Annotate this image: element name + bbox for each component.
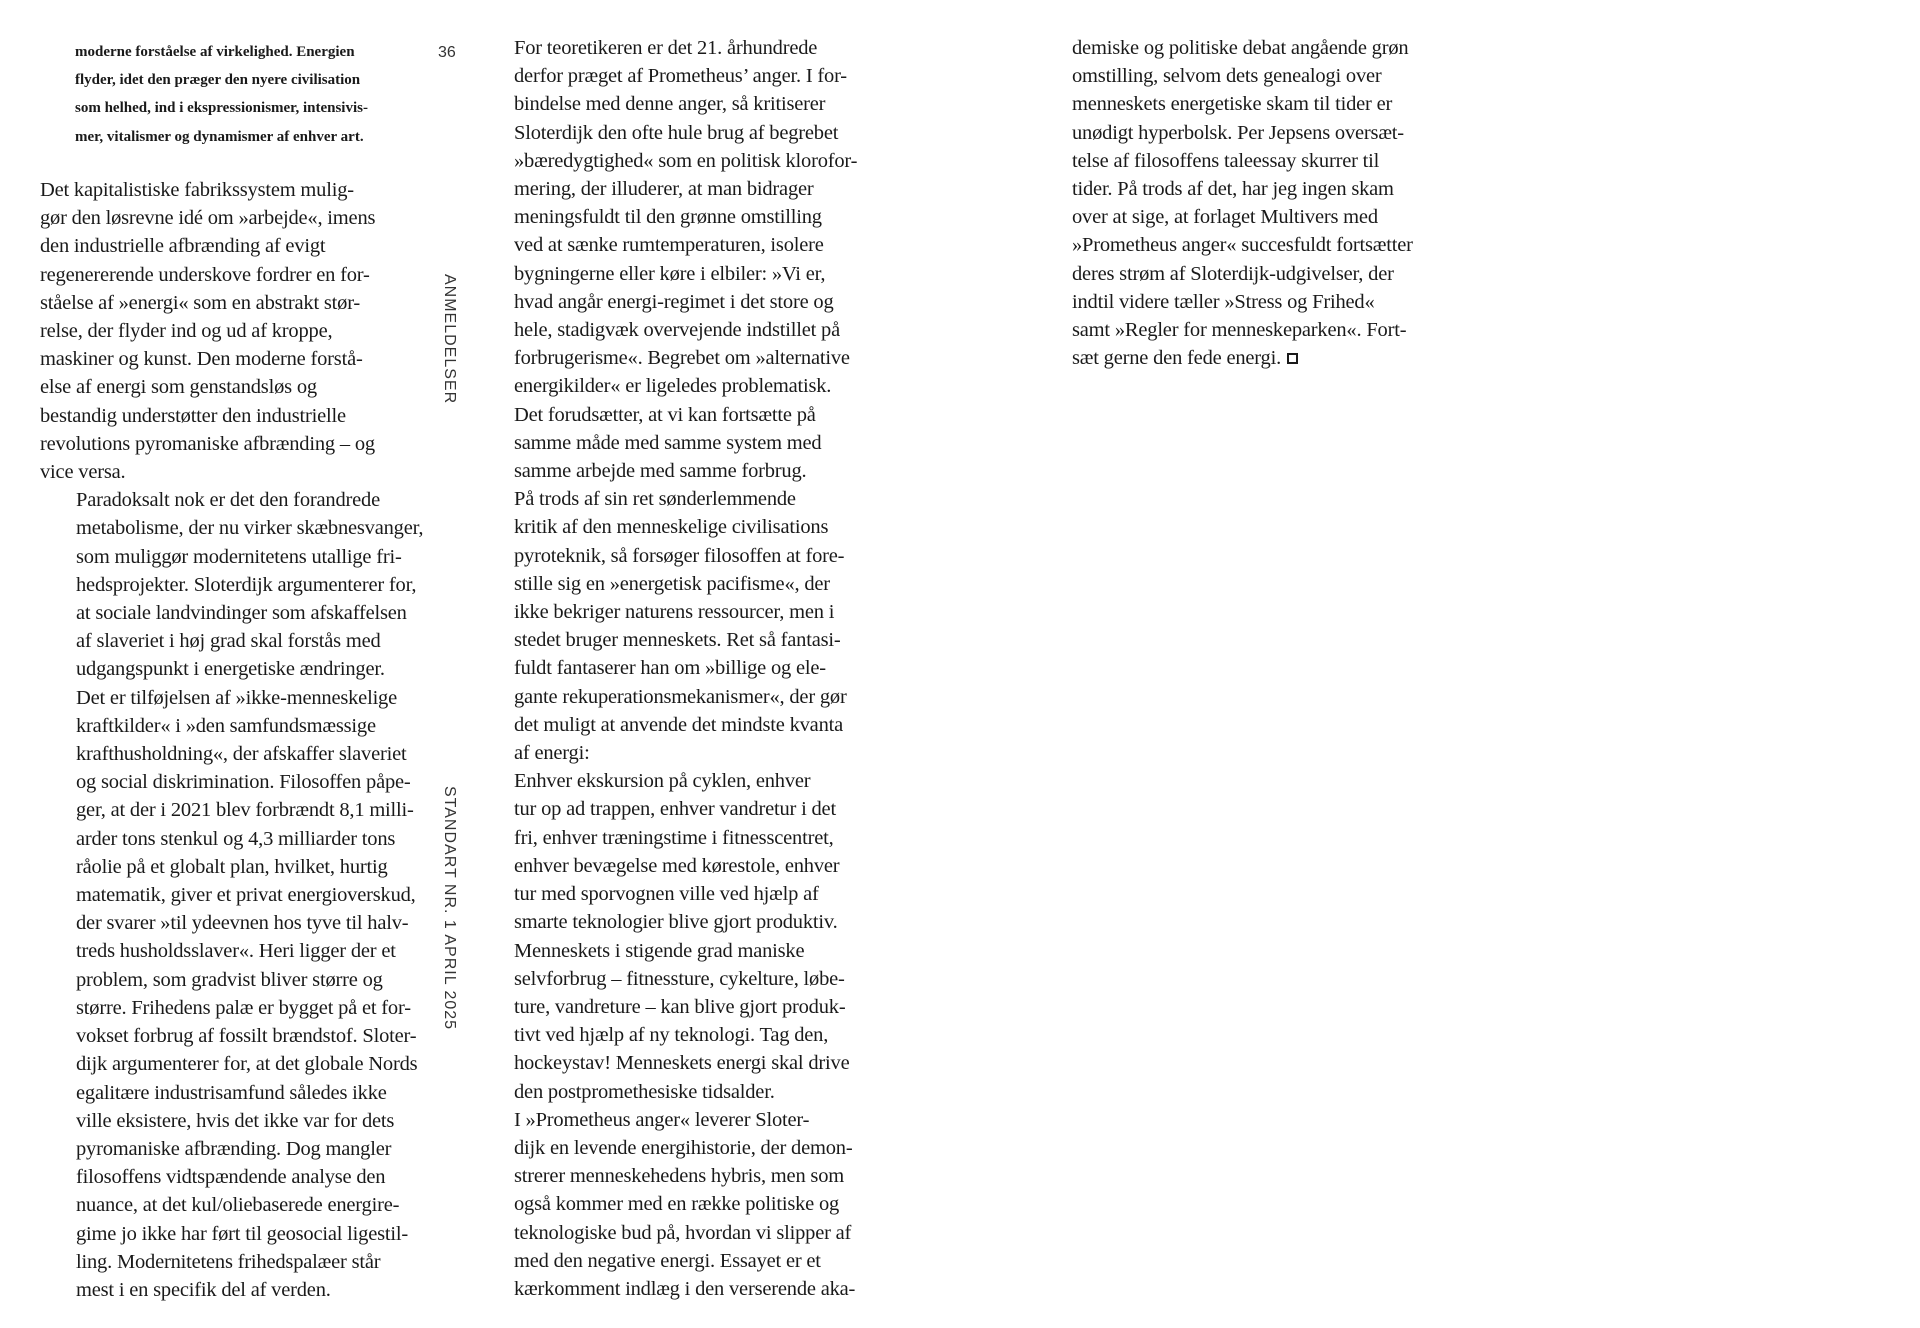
text-line: at sociale landvindinger som afskaffelsen bbox=[76, 602, 407, 625]
paragraph bbox=[478, 1106, 857, 1303]
text-line: bestandig understøtter den industrielle bbox=[40, 404, 346, 427]
text-line: treds husholdsslaver«. Heri ligger der et bbox=[76, 940, 396, 963]
left-column bbox=[40, 176, 423, 1304]
last-line bbox=[1072, 344, 1413, 372]
issue-label: STANDART NR. 1 APRIL 2025 bbox=[441, 786, 458, 1031]
text-line: pyroteknik, så forsøger filosoffen at fore- bbox=[514, 544, 845, 567]
quote-line: som helhed, ind i ekspressionismer, intensivis- bbox=[75, 100, 368, 117]
text-line: tider. På trods af det, har jeg ingen skam bbox=[1072, 178, 1394, 201]
text-line: der svarer »til ydeevnen hos tyve til halv- bbox=[76, 912, 409, 935]
text-line: omstilling, selvom dets genealogi over bbox=[1072, 65, 1382, 88]
text-line: mering, der illuderer, at man bidrager bbox=[514, 178, 814, 201]
text-line: hvad angår energi-regimet i det store og bbox=[514, 290, 834, 313]
text-line: samme måde med samme system med bbox=[514, 431, 822, 454]
right-column bbox=[1072, 34, 1413, 372]
text-line: relse, der flyder ind og ud af kroppe, bbox=[40, 320, 333, 343]
text-line: meningsfuldt til den grønne omstilling bbox=[514, 206, 822, 229]
text-line: I »Prometheus anger« leverer Sloter- bbox=[514, 1108, 810, 1131]
text-line: For teoretikeren er det 21. århundrede bbox=[514, 37, 818, 59]
text-line: ger, at der i 2021 blev forbrændt 8,1 milli- bbox=[76, 799, 414, 822]
text-line: tur med sporvognen ville ved hjælp af bbox=[514, 883, 819, 906]
text-line: Paradoksalt nok er det den forandrede bbox=[76, 489, 380, 512]
text-line: problem, som gradvist bliver større og bbox=[76, 968, 383, 991]
text-line: telse af filosoffens taleessay skurrer til bbox=[1072, 149, 1380, 172]
text-line: sæt gerne den fede energi. bbox=[1072, 347, 1282, 370]
text-line: arder tons stenkul og 4,3 milliarder tons bbox=[76, 827, 396, 850]
text-line: revolutions pyromaniske afbrænding – og bbox=[40, 432, 375, 455]
text-line: unødigt hyperbolsk. Per Jepsens oversæt- bbox=[1072, 121, 1404, 144]
text-line: stedet bruger menneskets. Ret så fantasi- bbox=[514, 629, 841, 652]
paragraph bbox=[478, 485, 857, 767]
text-line: gante rekuperationsmekanismer«, der gør bbox=[514, 685, 847, 708]
text-line: Sloterdijk den ofte hule brug af begrebet bbox=[514, 121, 839, 144]
text-line: ikke bekriger naturens ressourcer, men i bbox=[514, 601, 835, 624]
text-line: Menneskets i stigende grad maniske bbox=[514, 939, 805, 962]
text-line: Det forudsætter, at vi kan fortsætte på bbox=[514, 403, 816, 426]
paragraph bbox=[40, 176, 423, 486]
text-line: råolie på et globalt plan, hvilket, hurtig bbox=[76, 855, 388, 878]
text-line: gør den løsrevne idé om »arbejde«, imens bbox=[40, 207, 376, 230]
paragraph bbox=[478, 34, 857, 485]
text-line: På trods af sin ret sønderlemmende bbox=[514, 488, 796, 511]
paragraph bbox=[40, 486, 423, 1304]
text-line: else af energi som genstandsløs og bbox=[40, 376, 317, 399]
text-line: maskiner og kunst. Den moderne forstå- bbox=[40, 348, 363, 371]
text-line: mest i en specifik del af verden. bbox=[76, 1278, 331, 1301]
paragraph bbox=[1072, 34, 1413, 372]
text-line: selvforbrug – fitnessture, cykelture, løbe- bbox=[514, 967, 845, 990]
text-line: fri, enhver træningstime i fitnesscentret, bbox=[514, 826, 834, 849]
text-line: af energi: bbox=[514, 742, 590, 765]
section-label: ANMELDELSER bbox=[441, 274, 458, 405]
text-line: energikilder« er ligeledes problematisk. bbox=[514, 375, 832, 398]
text-line: som muliggør modernitetens utallige fri- bbox=[76, 545, 402, 568]
text-line: strerer menneskehedens hybris, men som bbox=[514, 1165, 844, 1188]
text-line: filosoffens vidtspændende analyse den bbox=[76, 1166, 386, 1189]
text-line: kærkomment indlæg i den verserende aka- bbox=[514, 1277, 856, 1300]
text-line: med den negative energi. Essayet er et bbox=[514, 1249, 821, 1272]
text-line: Enhver ekskursion på cyklen, enhver bbox=[514, 770, 811, 793]
text-line: matematik, giver et privat energioverskud, bbox=[76, 884, 416, 907]
text-line: vokset forbrug af fossilt brændstof. Sloter- bbox=[76, 1025, 417, 1048]
text-line: af slaveriet i høj grad skal forstås med bbox=[76, 630, 381, 653]
text-line: dijk argumenterer for, at det globale Nords bbox=[76, 1053, 418, 1076]
text-line: hockeystav! Menneskets energi skal drive bbox=[514, 1052, 850, 1075]
text-line: indtil videre tæller »Stress og Frihed« bbox=[1072, 290, 1375, 313]
text-line: dijk en levende energihistorie, der demon- bbox=[514, 1136, 853, 1159]
text-line: det muligt at anvende det mindste kvanta bbox=[514, 713, 844, 736]
block-quote bbox=[75, 38, 368, 151]
text-line: egalitære industrisamfund således ikke bbox=[76, 1081, 387, 1104]
quote-line: moderne forståelse af virkelighed. Energien bbox=[75, 44, 355, 60]
text-line: også kommer med en række politiske og bbox=[514, 1193, 840, 1216]
text-line: kritik af den menneskelige civilisations bbox=[514, 516, 829, 539]
text-line: enhver bevægelse med kørestole, enhver bbox=[514, 854, 840, 877]
text-line: tur op ad trappen, enhver vandretur i det bbox=[514, 798, 836, 821]
text-line: »bæredygtighed« som en politisk klorofor- bbox=[514, 149, 858, 172]
text-line: »Prometheus anger« succesfuldt fortsætter bbox=[1072, 234, 1413, 257]
text-line: udgangspunkt i energetiske ændringer. bbox=[76, 658, 385, 681]
text-line: demiske og politiske debat angående grøn bbox=[1072, 37, 1409, 59]
page-number: 36 bbox=[438, 44, 456, 61]
text-line: deres strøm af Sloterdijk-udgivelser, der bbox=[1072, 262, 1394, 285]
text-line: ture, vandreture – kan blive gjort produk- bbox=[514, 995, 846, 1018]
text-line: krafthusholdning«, der afskaffer slaveriet bbox=[76, 743, 407, 766]
text-line: pyromaniske afbrænding. Dog mangler bbox=[76, 1137, 392, 1160]
text-line: nuance, at det kul/oliebaserede energire- bbox=[76, 1194, 400, 1217]
text-line: derfor præget af Prometheus’ anger. I for- bbox=[514, 65, 847, 88]
text-line: regenererende underskove fordrer en for- bbox=[40, 263, 370, 286]
middle-column bbox=[478, 34, 857, 1303]
text-line: bygningerne eller køre i elbiler: »Vi er, bbox=[514, 262, 826, 285]
paragraph bbox=[478, 767, 857, 936]
quote-line: mer, vitalismer og dynamismer af enhver art. bbox=[75, 128, 364, 145]
text-line: samme arbejde med samme forbrug. bbox=[514, 460, 807, 483]
text-line: bindelse med denne anger, så kritiserer bbox=[514, 93, 826, 116]
text-line: ville eksistere, hvis det ikke var for dets bbox=[76, 1109, 395, 1132]
text-line: gime jo ikke har ført til geosocial ligestil- bbox=[76, 1222, 409, 1245]
text-line: hele, stadigvæk overvejende indstillet på bbox=[514, 319, 840, 342]
text-line: Det kapitalistiske fabrikssystem mulig- bbox=[40, 179, 354, 201]
text-line: den industrielle afbrænding af evigt bbox=[40, 235, 326, 258]
text-line: menneskets energetiske skam til tider er bbox=[1072, 93, 1393, 116]
text-line: den postpromethesiske tidsalder. bbox=[514, 1080, 775, 1103]
text-line: stille sig en »energetisk pacifisme«, der bbox=[514, 572, 830, 595]
quote-line: flyder, idet den præger den nyere civilisation bbox=[75, 72, 361, 89]
end-of-article-square-icon bbox=[1287, 353, 1298, 364]
text-line: vice versa. bbox=[40, 461, 126, 484]
text-line: smarte teknologier blive gjort produktiv. bbox=[514, 911, 838, 934]
text-line: over at sige, at forlaget Multivers med bbox=[1072, 206, 1378, 229]
text-line: teknologiske bud på, hvordan vi slipper af bbox=[514, 1221, 852, 1244]
text-line: Det er tilføjelsen af »ikke-menneskelige bbox=[76, 686, 398, 709]
text-line: og social diskrimination. Filosoffen påpe- bbox=[76, 771, 411, 794]
text-line: forbrugerisme«. Begrebet om »alternative bbox=[514, 347, 850, 370]
text-line: fuldt fantaserer han om »billige og ele- bbox=[514, 657, 826, 680]
text-line: ling. Modernitetens frihedspalæer står bbox=[76, 1250, 381, 1273]
paragraph bbox=[478, 937, 857, 1106]
text-line: kraftkilder« i »den samfundsmæssige bbox=[76, 714, 376, 737]
text-line: samt »Regler for menneskeparken«. Fort- bbox=[1072, 319, 1407, 342]
text-line: metabolisme, der nu virker skæbnesvanger, bbox=[76, 517, 424, 540]
text-line: hedsprojekter. Sloterdijk argumenterer for, bbox=[76, 573, 417, 596]
text-line: ved at sænke rumtemperaturen, isolere bbox=[514, 234, 824, 257]
text-line: tivt ved hjælp af ny teknologi. Tag den, bbox=[514, 1024, 829, 1047]
text-line: ståelse af »energi« som en abstrakt stør- bbox=[40, 291, 361, 314]
text-line: større. Frihedens palæ er bygget på et for- bbox=[76, 996, 411, 1019]
